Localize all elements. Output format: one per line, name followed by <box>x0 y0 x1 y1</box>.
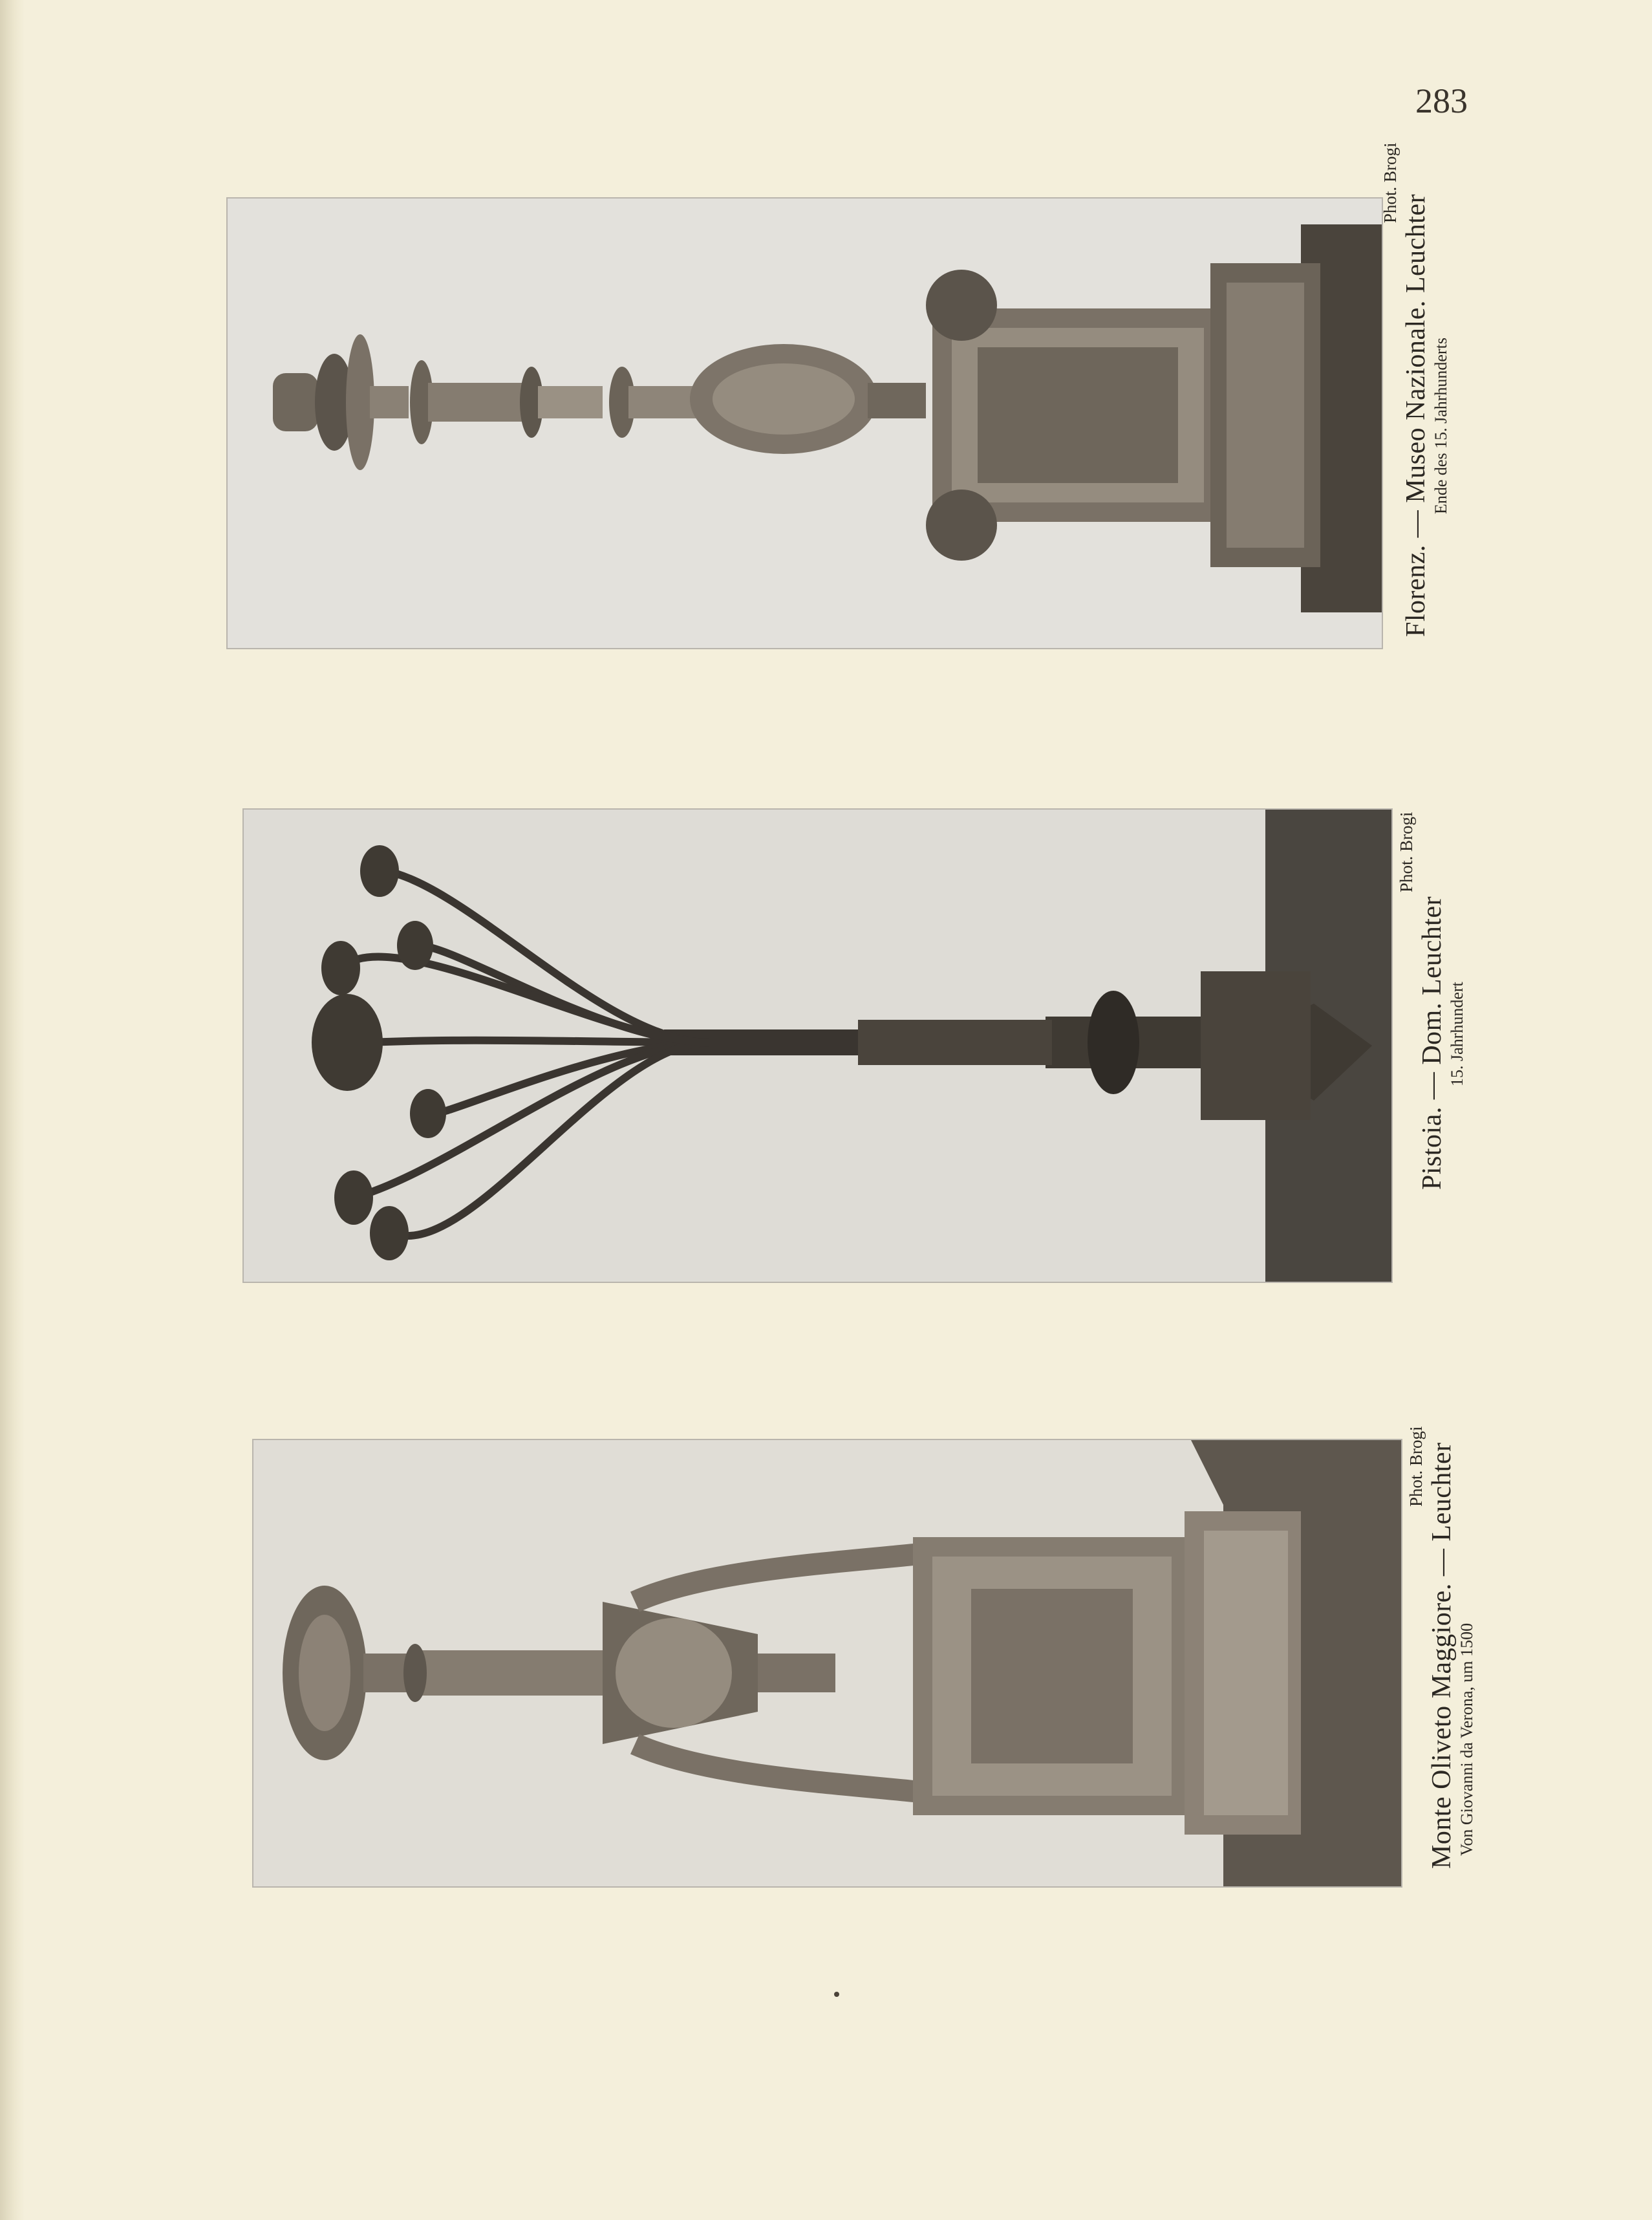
print-speck <box>834 1992 839 1997</box>
florenz-candlestick-image <box>228 199 1382 648</box>
caption-pistoia-title: Pistoia. — Dom. Leuchter <box>1417 896 1447 1190</box>
caption-pistoia-credit: Phot. Brogi <box>1397 812 1416 892</box>
caption-monte-oliveto-subtitle: Von Giovanni da Verona, um 1500 <box>1457 1622 1476 1856</box>
caption-monte-oliveto-title: Monte Oliveto Maggiore. — Leuchter <box>1427 1442 1457 1869</box>
plate-monte-oliveto-photo <box>252 1439 1402 1888</box>
page-number: 283 <box>1415 81 1468 120</box>
caption-florenz <box>1380 142 1451 637</box>
plate-florenz-photo <box>226 197 1383 649</box>
caption-pistoia-subtitle: 15. Jahrhundert <box>1448 982 1466 1086</box>
page-gutter-shadow <box>0 0 25 2220</box>
caption-pistoia <box>1397 812 1467 1190</box>
caption-florenz-title: Florenz. — Museo Nazionale. Leuchter <box>1401 193 1431 637</box>
caption-monte-oliveto <box>1406 1426 1477 1869</box>
plate-pistoia-photo <box>242 808 1393 1283</box>
monte-oliveto-candlestick-image <box>253 1440 1401 1886</box>
caption-florenz-credit: Phot. Brogi <box>1380 142 1400 223</box>
caption-monte-oliveto-credit: Phot. Brogi <box>1406 1426 1426 1507</box>
caption-florenz-subtitle: Ende des 15. Jahrhunderts <box>1432 338 1450 514</box>
pistoia-candelabrum-image <box>244 810 1391 1282</box>
